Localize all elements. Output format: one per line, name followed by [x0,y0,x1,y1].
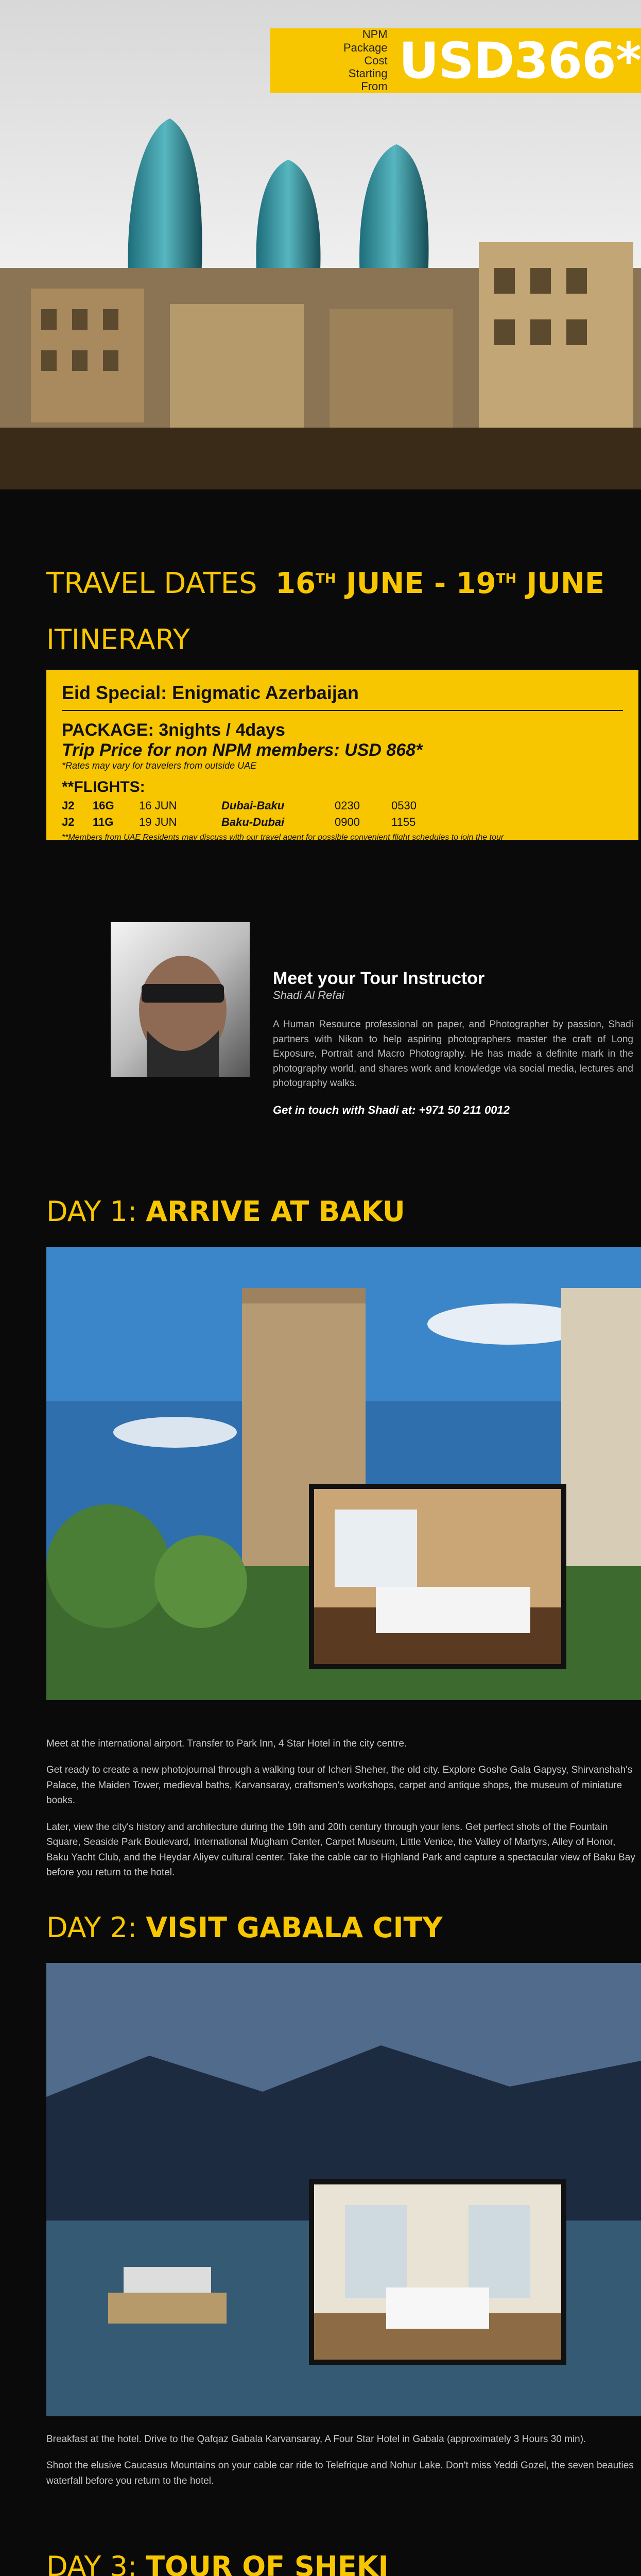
price-note: *Rates may vary for travelers from outside UAE [62,760,257,771]
day-title: ARRIVE AT BAKU [146,1195,405,1228]
flights-heading: **FLIGHTS: [62,778,145,795]
day-paragraph: Get ready to create a new photojournal through a walking tour of Icheri Sheher, the old city. Explore Goshe Gala Gapysy, Shirvanshah's Palace, the Maiden Tower, medieval baths, Karvansaray, craftsmen's workshops, carpet and antique shops, the museum of miniature books. [46,1765,633,1806]
flights-note: **Members from UAE Residents may discuss with our travel agent for possible convenient flight schedules to join the tour [62,833,504,842]
instructor-portrait [111,922,250,1077]
trip-price: Trip Price for non NPM members: USD 868* [62,740,423,760]
flight-code: J2 [62,799,75,812]
instructor-info [273,969,633,1117]
itinerary-heading: ITINERARY [46,623,190,656]
start-day-suffix: TH [316,571,336,587]
flight-departure: 0230 [335,799,360,812]
flight-route: Dubai-Baku [221,799,285,812]
start-day: 16 [275,567,316,600]
flight-date: 19 JUN [139,816,177,828]
day-title: VISIT GABALA CITY [146,1911,443,1944]
travel-dates-label: TRAVEL DATES [46,567,257,600]
instructor-title: Meet your Tour Instructor [273,969,485,988]
flight-code: J2 [62,816,75,828]
travel-dates [46,567,604,600]
package-price: USD366* [399,31,641,90]
flight-arrival: 1155 [391,816,416,828]
day-paragraph: Shoot the elusive Caucasus Mountains on your cable car ride to Telefrique and Nohur Lake. Don't miss Yeddi Gozel, the seven beauties waterfall before you return to the hotel. [46,2460,634,2486]
flight-arrival: 0530 [391,799,417,812]
day-paragraph: Breakfast at the hotel. Drive to the Qafqaz Gabala Karvansaray, A Four Star Hotel in Gabala (approximately 3 Hours 30 min). [46,2434,586,2445]
day1-hotel-photo [309,1484,566,1669]
price-caption [322,28,388,93]
end-day-suffix: TH [496,571,517,587]
flight-number: 11G [93,816,114,828]
start-month: JUNE - [346,567,446,600]
itinerary-box [46,670,638,840]
hotel-room-illustration [314,2184,561,2360]
day-prefix: DAY 2: [46,1911,137,1944]
price-caption-line: NPM [362,28,388,41]
hotel-room-illustration [314,1489,561,1664]
day-heading [46,1195,405,1228]
day-paragraph: Later, view the city's history and architecture during the 19th and 20th century through your lens. Get perfect shots of the Fountain Square, Seaside Park Boulevard, International Mugham Center, Carpet Museum, Little Venice, the Valley of Martyrs, Alley of Honor, Baku Yacht Club, and the Heydar Aliyev cultural center. Take the cable car to Highland Park and capture a spectacular view of Baku Bay before you return to the hotel. [46,1821,635,1878]
day-title: TOUR OF SHEKI [146,2550,389,2576]
instructor-contact: Get in touch with Shadi at: +971 50 211 0012 [273,1103,510,1116]
day-prefix: DAY 3: [46,2550,137,2576]
flight-row [62,816,623,829]
itinerary-title: Eid Special: Enigmatic Azerbaijan [62,682,623,711]
day2-description [46,2432,638,2500]
day-prefix: DAY 1: [46,1195,137,1228]
end-day: 19 [456,567,496,600]
flight-date: 16 JUN [139,799,177,812]
price-banner [270,28,641,93]
instructor-photo [111,922,250,1077]
instructor-bio: A Human Resource professional on paper, and Photographer by passion, Shadi partners with Nikon to help aspiring photographers master the craft of Long Exposure, Portrait and Macro Photography. He has made a definite mark in the photography world, and shares work and knowledge via social media, lectures and photography walks. [273,1019,633,1089]
package-duration: PACKAGE: 3nights / 4days [62,720,285,740]
flight-route: Baku-Dubai [221,816,285,828]
flight-row [62,799,623,812]
day-heading [46,2550,389,2576]
instructor-name: Shadi Al Refai [273,989,344,1002]
day1-description [46,1736,638,1892]
flight-number: 16G [93,799,114,812]
day2-hotel-photo [309,2179,566,2365]
price-caption-line: Package Cost [343,41,388,67]
flight-departure: 0900 [335,816,360,828]
price-caption-line: Starting From [348,67,388,93]
day-paragraph: Meet at the international airport. Transfer to Park Inn, 4 Star Hotel in the city centre. [46,1738,407,1749]
end-month: JUNE [526,567,605,600]
day-heading [46,1911,443,1944]
